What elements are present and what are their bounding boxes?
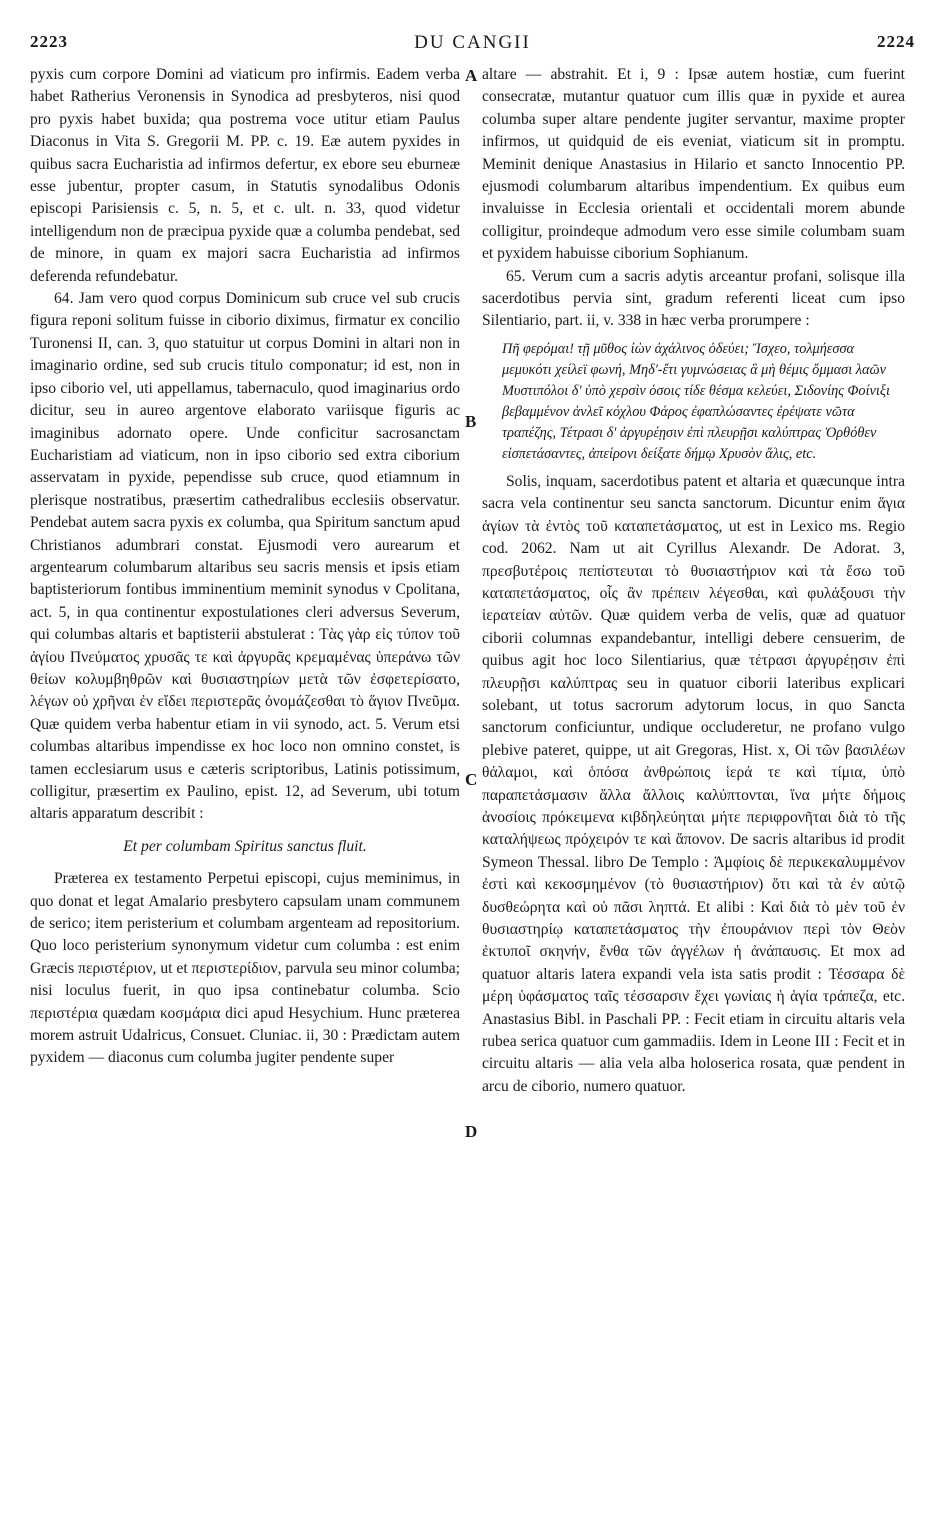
left-column <box>30 64 460 1524</box>
quotation-line: Et per columbam Spiritus sanctus fluit. <box>123 837 367 855</box>
margin-marker-c: C <box>465 770 478 789</box>
margin-marker-a: A <box>465 66 478 85</box>
margin-marker-b: B <box>465 412 477 431</box>
paragraph: altare — abstrahit. Et i, 9 : Ipsæ autem hostiæ, cum fuerint consecratæ, mutantur quatuor cum illis quæ in pyxide et aurea columba super altare pendente jugiter servantur, maxime propter infirmos, ut quidquid de eis eveniat, viaticum sit in promptu. Meminit denique Anastasius in Hilario et sancto Innocentio PP. ejusmodi columbarum altaribus impendentium. Ex quibus eum invaluisse in Ecclesia orientali et occidentali morem abunde colligitur, proindeque admodum vero esse simile columbam suam et pyxidem habuisse ciborium Sophianum. <box>482 66 905 263</box>
paragraph: pyxis cum corpore Domini ad viaticum pro infirmis. Eadem verba habet Ratherius Veronensis in Synodica ad presbyteros, nisi quod pro pyxis habet buxida; qua postrema voce utitur etiam Paulus Diaconus in Vita S. Gregorii M. PP. c. 19. Eæ autem pyxides in quibus sacra Eucharistia ad infirmos defertur, ex ebore seu eburneæ esse jubentur, propter casum, in Statutis synodalibus Odonis episcopi Parisiensis c. 5, n. 5, et c. ult. n. 33, quod videtur intelligendum non de præcipua pyxide quæ a columba pendebat, sed de minore, in quam ex majori sacra Eucharistia ad infirmos deferenda refundebatur. <box>30 66 460 285</box>
running-title: DU CANGII <box>414 32 531 53</box>
right-column <box>482 64 905 1524</box>
paragraph-64: 64. Jam vero quod corpus Dominicum sub cruce vel sub crucis figura reponi solitum fuisse in ciborio diximus, firmatur ex concilio Turonensi II, can. 3, quo statuitur ut corpus Domini in altari non in imaginario ordine, sed sub crucis titulo componatur; id est, non in ipso ciborio vel, uti appellamus, tabernaculo, quod imaginarius ordo dicitur, seu in aureo argentove elaborato variisque figuris ac imaginibus adornato opere. Unde conficitur sacrosanctam Eucharistiam ad viaticum, non in ipso ciborio sed extra ciborium asservatam in pyxide, pependisse sub cruce, quod etiamnum in plerisque nostratibus, præsertim cathedralibus ecclesiis observatur. Pendebat autem sacra pyxis ex columba, qua Spiritum sanctum apud Christianos adumbrari constat. Ejusmodi vero aurearum et argentearum columbarum altaribus seu sacris mensis et ipsis etiam baptisteriorum fontibus imminentium meminit synodus v Cpolitana, act. 5, in qua continentur expostulationes cleri adversus Severum, qui columbas altaris et baptisterii abstulerat : Τὰς γὰρ εἰς τύπον τοῦ ἁγίου Πνεύματος χρυσᾶς τε καὶ ἀργυρᾶς κρεμαμένας ὑπεράνω τῶν θείων κολυμβηθρῶν καὶ θυσιαστηρίων μετὰ τῶν ἐσφετερίσατο, λέγων οὐ χρῆναι ἐν εἴδει περιστερᾶς ὀνομάζεσθαι τὸ ἅγιον Πνεῦμα. Quæ quidem verba habentur etiam in vii synodo, act. 5. Verum etsi columbas altaribus impendisse ex hoc loco non omnino constet, is tamen ecclesiarum usus e cæteris scriptoribus, Latinis potissimum, colligitur, præsertim ex Paulino, epist. 12, ad Severum, ubi totum altaris apparatum describit : <box>30 290 460 823</box>
page-header <box>30 32 915 62</box>
margin-marker-d: D <box>465 1122 478 1141</box>
page-number-left: 2223 <box>30 32 68 51</box>
page-number-right: 2224 <box>877 32 915 51</box>
paragraph-65: 65. Verum cum a sacris adytis arceantur profani, solisque illa sacerdotibus pervia sint, gradum referenti liceat cum ipso Silentiario, part. ii, v. 338 in hæc verba prorumpere : <box>482 267 905 330</box>
paragraph: Præterea ex testamento Perpetui episcopi, cujus meminimus, in quo donat et legat Amalario presbytero capsulam unam communem de serico; item peristerium et columbam argenteam ad repositorium. Quo loco peristerium synonymum videtur cum columba : est enim Græcis περιστέριον, ut et περιστερίδιον, parvula seu minor columba; nisi loculus fuerit, in quo ipsa continebatur columba. Scio περιστέρια quædam κοσμάρια dici apud Hesychium. Hunc præterea morem astruit Udalricus, Consuet. Cluniac. ii, 30 : Prædictam autem pyxidem — diaconus cum columba jugiter pendente super <box>30 870 460 1067</box>
paragraph: Solis, inquam, sacerdotibus patent et altaria et quæcunque intra sacra vela continentur seu sancta sanctorum. Dicuntur enim ἅγια ἁγίων τὰ ἐντὸς τοῦ καταπετάσματος, ut est in Lexico ms. Regio cod. 2062. Nam ut ait Cyrillus Alexandr. De Adorat. 3, πρεσβυτέροις πεπίστευται τὸ θυσιαστήριον καὶ τὰ ἔσω τοῦ καταπετάσματος, οἷς ἂν πρέπειν λέγεσθαι, καὶ φυλάξουσι τὴν ἱερατείαν αὐτῶν. Quæ quidem verba de velis, quæ ad quatuor ciborii columnas expandebantur, intelligi debere censuerim, de quibus agit hoc loco Silentiarius, quæ τέτρασι ἀργυρέῃσιν ἐπὶ πλευρῇσι καλύπτρας seu in quatuor ciborii lateribus explicari solebant, ut totus sacrorum adytorum locus, in quo Sancta sanctorum conficiuntur, undique occluderetur, ne profano vulgo plebive pateret, quippe, ut ait Gregoras, Hist. x, Οἱ τῶν βασιλέων θάλαμοι, καὶ ὁπόσα ἀνθρώποις ἱερά τε καὶ τίμια, ὑπὸ παραπετάσμασιν ἄλλα ἄλλοις καλύπτονται, ἵνα μήτε δήμοις ἀνοσίοις πρόκειμενα κιβδηλεύηται μήτε περιφρονῆται διὰ τὸ τῆς καταλήψεως πρόχειρόν τε καὶ ἄπονον. De sacris altaribus id prodit Symeon Thessal. libro De Templo : Ἀμφίοις δὲ περικεκαλυμμένον ἐστὶ καὶ κεκοσμημένον (τὸ θυσιαστήριον) ὅτι καὶ τὰ ἐν αὐτῷ δυσθεώρητα καὶ οὐ πᾶσι ληπτά. Et alibi : Καὶ διὰ τὸ μὲν τοῦ ἐν θυσιαστηρίῳ καταπετάσματος τὴν ἐπουράνιον περὶ τὸν Θεὸν ἐκτυποῖ σκηνήν, ἔνθα τῶν ἀγγέλων ἡ ἀνάπαυσις. Et mox ad quatuor altaris latera expandi vela ista satis prodit : Τέσσαρα δὲ μέρη ὑφάσματος ταῖς τέσσαρσιν ἔχει γωνίαις ἡ ἁγία τράπεζα, etc. Anastasius Bibl. in Paschali PP. : Fecit etiam in circuitu altaris vela rubea serica quatuor cum gammadiis. Idem in Leone III : Fecit et in circuitu altaris — alia vela alba holoserica rosata, quæ pendent in arcu de ciborio, numero quatuor. <box>482 472 905 1095</box>
greek-verse-quotation: Πῆ φερόμαι! τῇ μῦθος ἰὼν ἀχάλινος ὁδεύει; Ἴσχεο, τολμήεσσα μεμυκότι χείλεϊ φωνή, Μηδ'-ἔτι γυμνώσειας ἃ μὴ θέμις ὄμμασι λαῶν Μυστιπόλοι δ' ὑπὸ χερσὶν ὁσοις τίδε θέσμα κελεύει, Σιδονίης Φοίνιξι βεβαμμένον ἀνλεῖ κόχλου Φάρος ἐφαπλώσαντες ἐρέψατε νῶτα τραπέζης, Τέτρασι δ' ἀργυρέῃσιν ἐπὶ πλευρῇσι καλύπτρας Ὀρθόθεν εἰσπετάσαντες, ἀπείρονι δείξατε δήμῳ Χρυσὸν ἅλις, etc. <box>502 340 890 462</box>
